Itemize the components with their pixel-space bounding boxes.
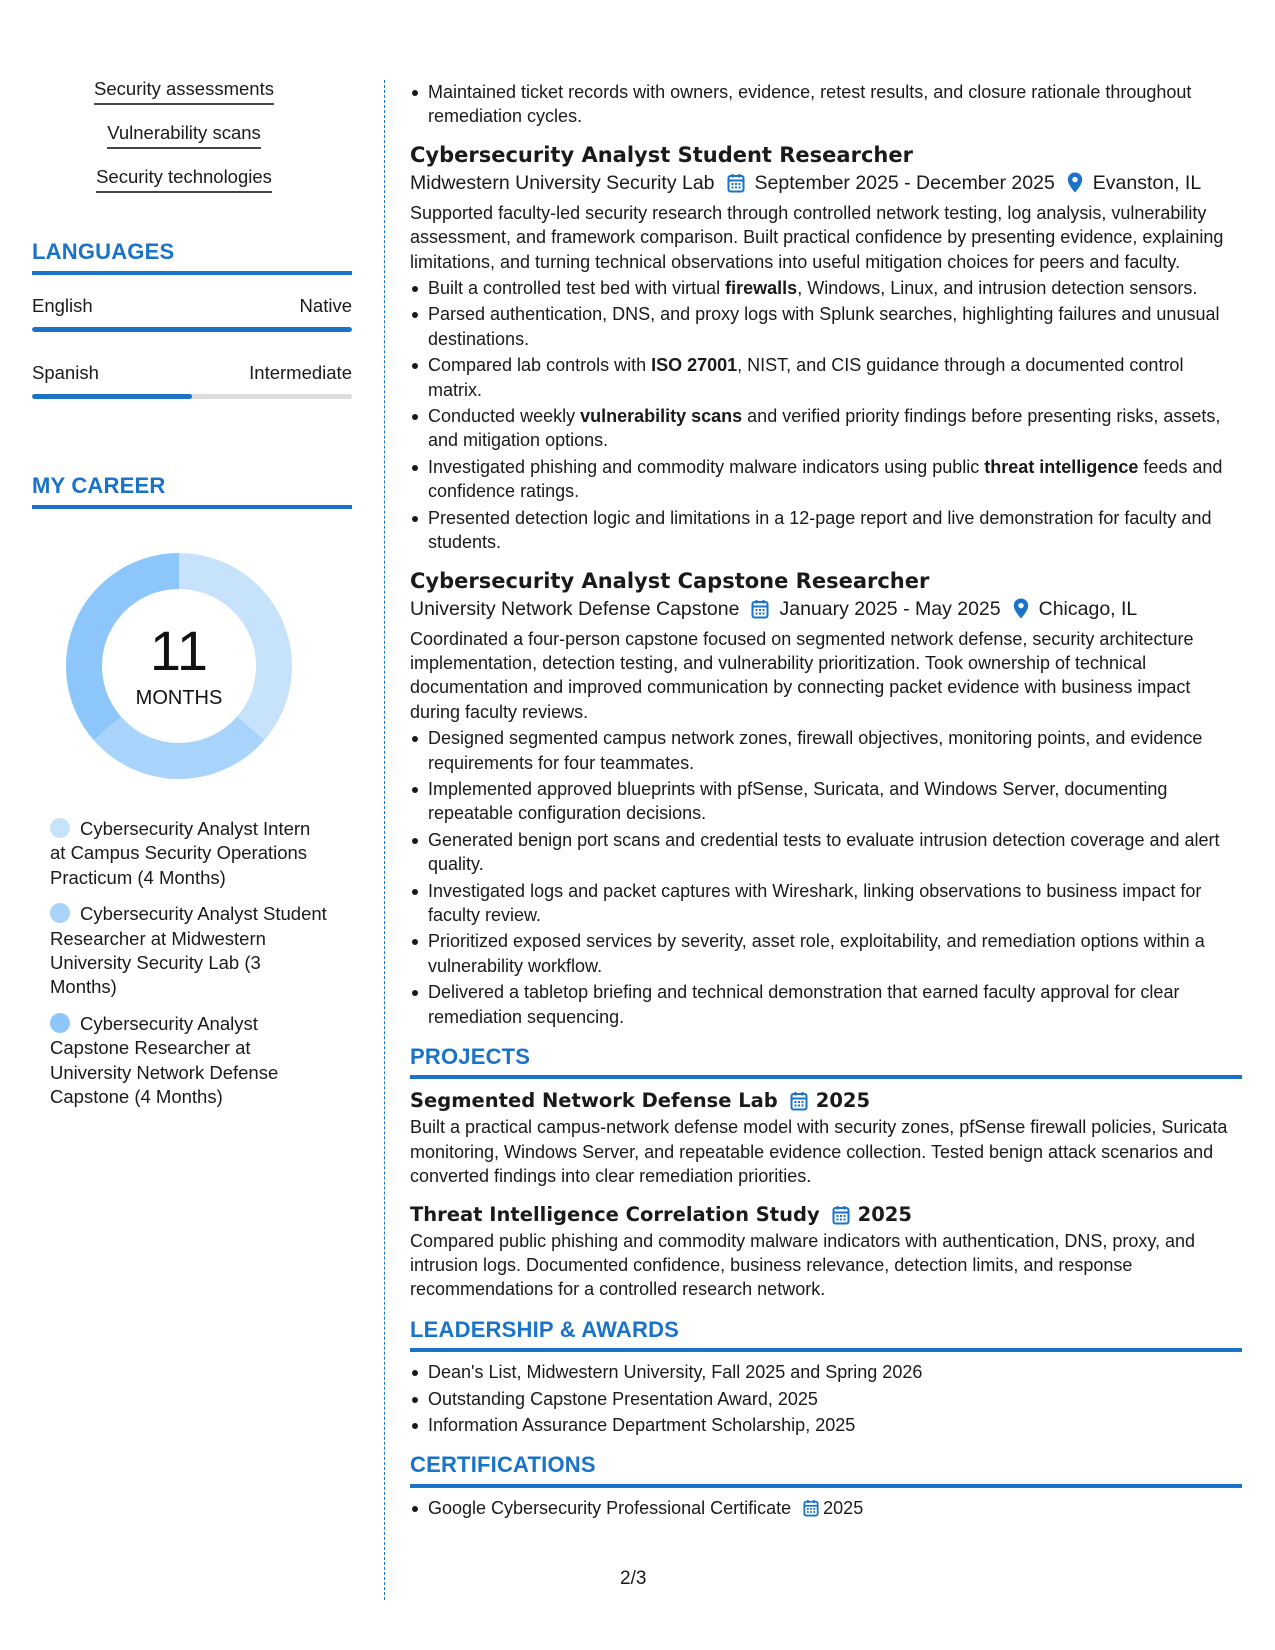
project-title: Segmented Network Defense Lab [410, 1089, 778, 1113]
calendar-icon [803, 1499, 819, 1517]
project-year: 2025 [857, 1202, 912, 1226]
career-legend-item [50, 902, 330, 1000]
calendar-icon [751, 599, 769, 619]
certifications-heading: CERTIFICATIONS [410, 1452, 596, 1478]
career-legend [50, 817, 330, 1109]
bullet-item [410, 1387, 1242, 1411]
career-section [32, 473, 352, 1109]
job-meta [410, 169, 1242, 197]
job-title: Cybersecurity Analyst Capstone Researcher [410, 568, 930, 593]
project-title: Threat Intelligence Correlation Study [410, 1202, 820, 1226]
bullet-item [410, 980, 1242, 1029]
project-year: 2025 [815, 1089, 871, 1113]
job-location: Chicago, IL [1038, 597, 1138, 620]
bullet-item [410, 302, 1242, 351]
bullet-item [410, 1360, 1242, 1384]
column-divider [384, 80, 385, 1600]
project-entry [410, 1087, 1242, 1188]
job-title: Cybersecurity Analyst Student Researcher [410, 142, 913, 167]
bullet-text: Built a controlled test bed with virtual [428, 278, 726, 299]
job-org: University Network Defense Capstone [410, 597, 740, 620]
career-legend-text: Cybersecurity Analyst Student Researcher at Midwestern University Security Lab (3 Months) [50, 903, 327, 998]
calendar-icon [832, 1205, 850, 1225]
bullet-item [410, 929, 1242, 978]
section-rule [32, 505, 352, 509]
language-item [32, 295, 352, 332]
bullet-text: Designed segmented campus network zones, firewall objectives, monitoring points, and evidence requirements for four teammates. [428, 728, 1203, 773]
main-column [410, 80, 1242, 1522]
job-summary: Supported faculty-led security research through controlled network testing, log analysis, vulnerability assessment, and framework comparison. Built practical confidence by presenting evidence, explaining limitations, and turning technical observations into useful mitigation choices for peers and faculty. [410, 202, 1224, 272]
leadership-list [410, 1360, 1242, 1437]
job-org: Midwestern University Security Lab [410, 171, 715, 194]
bullet-text: Generated benign port scans and credential tests to evaluate intrusion detection coverage and alert quality. [428, 829, 1220, 875]
leadership-section [410, 1318, 1242, 1438]
job-entry [410, 141, 1242, 555]
language-item [32, 362, 352, 399]
language-bar-fill [32, 327, 352, 332]
languages-heading: LANGUAGES [32, 239, 175, 264]
legend-dot [50, 1013, 70, 1033]
bullet-item [410, 777, 1242, 826]
project-header [410, 1087, 1242, 1115]
legend-dot [50, 903, 70, 923]
projects-section [410, 1045, 1242, 1302]
award-text: Outstanding Capstone Presentation Award, 2025 [428, 1388, 818, 1409]
bullet-item [410, 828, 1242, 877]
prev-job-bullets [410, 80, 1242, 129]
career-legend-item [50, 1012, 330, 1110]
job-location: Evanston, IL [1092, 171, 1202, 194]
calendar-icon [727, 173, 745, 193]
section-rule [410, 1348, 1242, 1352]
language-name: English [32, 295, 93, 316]
bullet-item [410, 879, 1242, 928]
bullet-text: feeds and confidence ratings. [428, 456, 1223, 502]
certification-item [428, 1496, 1242, 1520]
job-summary: Coordinated a four-person capstone focused on segmented network defense, security architecture implementation, detection testing, and vulnerability prioritization. Took ownership of technical documentation and improved communication by connecting packet evidence with business impact during faculty reviews. [410, 628, 1194, 722]
award-text: Dean's List, Midwestern University, Fall 2025 and Spring 2026 [428, 1362, 923, 1383]
bullet-text: Maintained ticket records with owners, evidence, retest results, and closure rationale throughout remediation cycles. [428, 82, 1192, 127]
page-number: 2/3 [620, 1568, 647, 1589]
bullet-text: Prioritized exposed services by severity, asset role, exploitability, and remediation options within a vulnerability workflow. [428, 931, 1205, 976]
bullet-keyword: firewalls [725, 278, 798, 299]
bullet-item [410, 726, 1242, 775]
project-header [410, 1201, 1242, 1229]
legend-dot [50, 818, 70, 838]
certifications-section [410, 1453, 1242, 1520]
bullet-text: Conducted weekly [428, 406, 581, 427]
map-pin-icon [1013, 598, 1029, 619]
skills-list [16, 78, 352, 193]
language-bar [32, 327, 352, 332]
career-legend-text: Cybersecurity Analyst Capstone Researcher at University Network Defense Capstone (4 Months) [50, 1012, 279, 1108]
bullet-item [410, 1496, 1242, 1520]
project-description: Built a practical campus-network defense model with security zones, pfSense firewall policies, Suricata monitoring, Windows Server, and repeatable evidence collection. Tested benign attack scenarios and converted findings into clear remediation priorities. [410, 1117, 1228, 1187]
bullet-keyword: vulnerability scans [580, 406, 743, 427]
project-entry [410, 1201, 1242, 1302]
career-legend-item [50, 817, 330, 890]
section-rule [32, 271, 352, 275]
career-donut-slice [94, 716, 265, 779]
job-dates: September 2025 - December 2025 [754, 171, 1055, 194]
bullet-keyword: threat intelligence [984, 456, 1139, 477]
career-unit: MONTHS [135, 687, 223, 709]
bullet-text: Investigated phishing and commodity malware indicators using public [428, 456, 985, 477]
leadership-heading: LEADERSHIP & AWARDS [410, 1316, 680, 1342]
languages-section [32, 239, 352, 399]
skill-tag: Security technologies [96, 166, 272, 193]
bullet-item [410, 276, 1242, 300]
bullet-item [410, 1413, 1242, 1437]
bullet-item [410, 506, 1242, 555]
award-text: Information Assurance Department Scholarship, 2025 [428, 1415, 856, 1436]
job-bullets [410, 276, 1242, 554]
career-total: 11 [149, 619, 209, 682]
map-pin-icon [1067, 172, 1083, 193]
language-level: Intermediate [249, 362, 352, 383]
certification-year: 2025 [823, 1497, 864, 1518]
job-meta [410, 595, 1242, 623]
bullet-text: Implemented approved blueprints with pfSense, Suricata, and Windows Server, documenting repeatable configuration decisions. [428, 778, 1168, 824]
skill-tag: Vulnerability scans [107, 122, 261, 149]
language-name: Spanish [32, 362, 99, 383]
bullet-text: Presented detection logic and limitations in a 12-page report and live demonstration for faculty and students. [428, 507, 1212, 553]
bullet-item [410, 455, 1242, 504]
certification-name: Google Cybersecurity Professional Certificate [428, 1497, 792, 1518]
section-rule [410, 1484, 1242, 1488]
bullet-item [410, 353, 1242, 402]
bullet-keyword: ISO 27001 [651, 355, 738, 376]
bullet-text: and verified priority findings before presenting risks, assets, and mitigation options. [428, 406, 1221, 451]
career-heading: MY CAREER [32, 473, 166, 498]
bullet-text: , NIST, and CIS guidance through a documented control matrix. [428, 355, 1184, 400]
project-description: Compared public phishing and commodity malware indicators with authentication, DNS, proxy, and intrusion logs. Documented confidence, business relevance, detection limits, and response recommendations for a controlled research network. [410, 1230, 1196, 1300]
job-bullets [410, 726, 1242, 1029]
bullet-text: Parsed authentication, DNS, and proxy logs with Splunk searches, highlighting failures and unusual destinations. [428, 304, 1220, 349]
sidebar [32, 78, 352, 1121]
bullet-text: Investigated logs and packet captures with Wireshark, linking observations to business impact for faculty review. [428, 880, 1202, 925]
language-bar-fill [32, 394, 192, 399]
career-legend-text: Cybersecurity Analyst Intern at Campus Security Operations Practicum (4 Months) [50, 818, 311, 888]
bullet-text: Compared lab controls with [428, 355, 652, 376]
job-entry [410, 567, 1242, 1030]
certifications-list [410, 1496, 1242, 1520]
language-bar [32, 394, 352, 399]
language-level: Native [299, 295, 352, 316]
projects-heading: PROJECTS [410, 1044, 531, 1069]
career-donut-chart [66, 553, 292, 779]
section-rule [410, 1075, 1242, 1079]
bullet-text: , Windows, Linux, and intrusion detection sensors. [797, 278, 1198, 299]
bullet-item [410, 80, 1242, 129]
calendar-icon [790, 1091, 808, 1111]
bullet-item [410, 404, 1242, 453]
skill-tag: Security assessments [94, 78, 274, 105]
bullet-text: Delivered a tabletop briefing and technical demonstration that earned faculty approval for clear remediation sequencing. [428, 982, 1180, 1027]
job-dates: January 2025 - May 2025 [779, 597, 1001, 620]
